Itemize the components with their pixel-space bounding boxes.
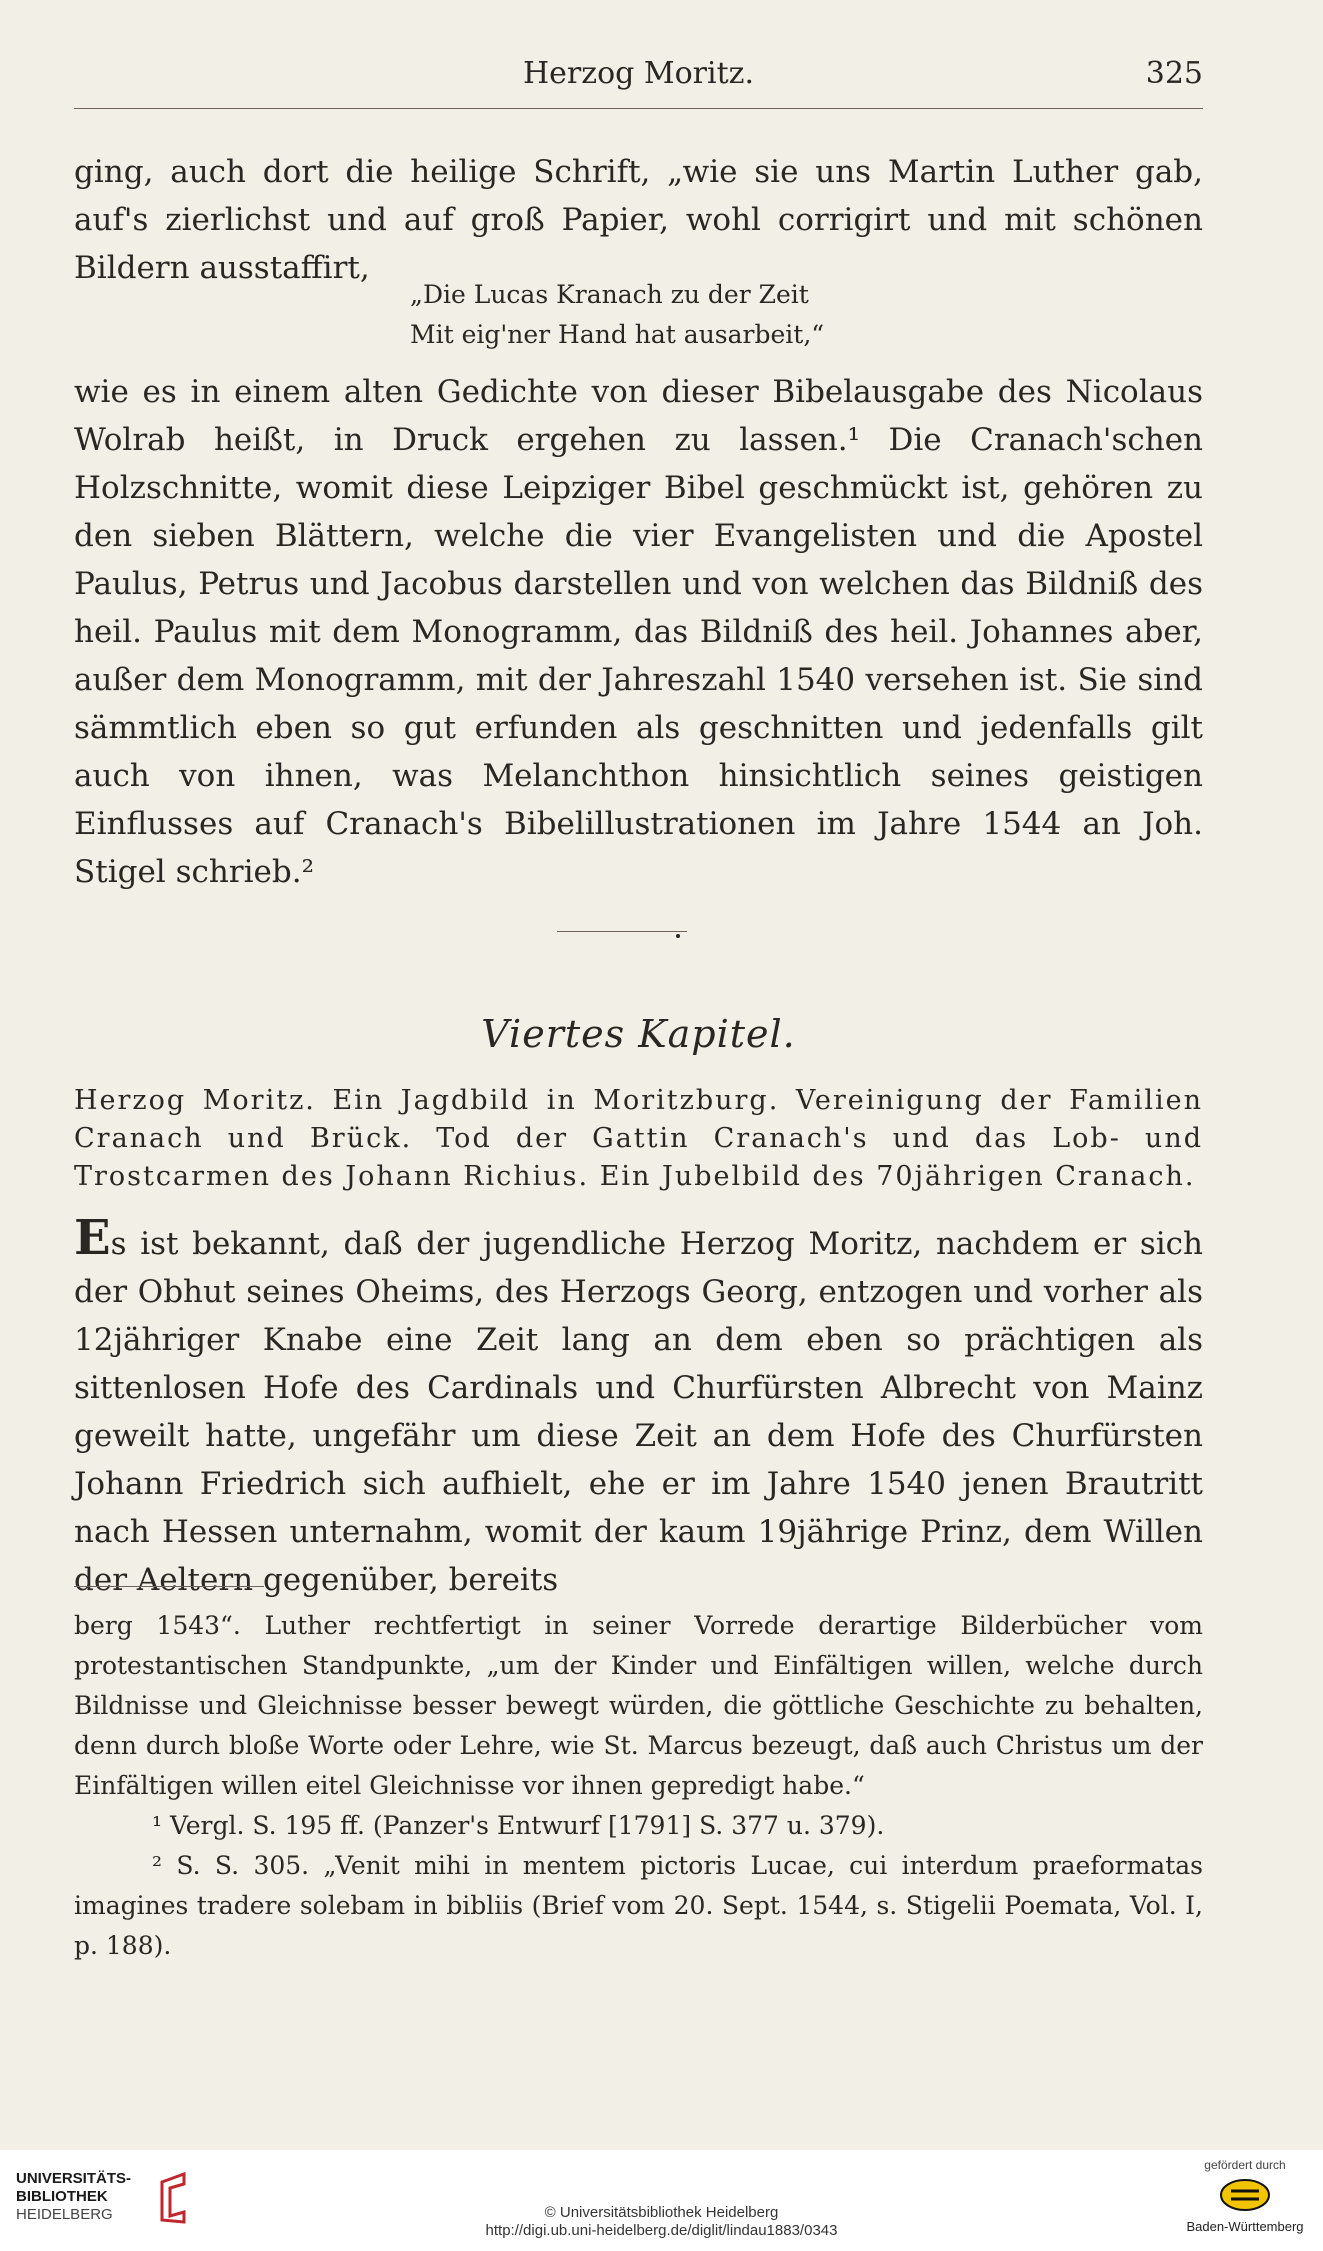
copyright-text: © Universitätsbibliothek Heidelberg bbox=[544, 2204, 779, 2221]
paragraph-2-block bbox=[74, 368, 1203, 896]
funding-block bbox=[1185, 2158, 1305, 2234]
coat-of-arms-icon bbox=[1219, 2178, 1271, 2212]
chapter-title: Viertes Kapitel. bbox=[481, 1012, 796, 1056]
header-rule bbox=[74, 108, 1203, 109]
logo-line-3: HEIDELBERG bbox=[16, 2206, 113, 2223]
paragraph-3 bbox=[74, 1210, 1203, 1604]
paragraph-3-block bbox=[74, 1210, 1203, 1604]
verse-quote bbox=[410, 275, 824, 355]
paragraph-1: ging, auch dort die heilige Schrift, „wie sie uns Martin Luther gab, auf's zierlichst und auf groß Papier, wohl corrigirt und mit schönen Bildern ausstaffirt, bbox=[74, 154, 1203, 286]
divider-dot bbox=[676, 934, 680, 938]
verse-line-1: „Die Lucas Kranach zu der Zeit bbox=[410, 280, 809, 309]
section-divider bbox=[557, 931, 687, 932]
footnote-rule bbox=[74, 1586, 264, 1587]
footnote-1: ¹ Vergl. S. 195 ff. (Panzer's Entwurf [1791] S. 377 u. 379). bbox=[152, 1811, 885, 1840]
funding-label: gefördert durch bbox=[1204, 2158, 1286, 2172]
drop-cap: E bbox=[74, 1210, 111, 1266]
paragraph-3-text: s ist bekannt, daß der jugendliche Herzog Moritz, nachdem er sich der Obhut seines Oheims, des Herzogs Georg, entzogen und vorher als 12jähriger Knabe eine Zeit lang an dem eben so prächtigen als sittenlosen Hofe des Cardinals und Churfürsten Albrecht von Mainz geweilt hatte, ungefähr um diese Zeit an dem Hofe des Churfürsten Johann Friedrich sich aufhielt, ehe er im Jahre 1540 jenen Brautritt nach Hessen unternahm, womit der kaum 19jährige Prinz, dem Willen der Aeltern gegenüber, bereits bbox=[74, 1226, 1203, 1598]
page-number: 325 bbox=[1145, 56, 1203, 91]
page-header bbox=[74, 56, 1203, 96]
verse-line-2: Mit eig'ner Hand hat ausarbeit,“ bbox=[410, 320, 825, 349]
footnote-continuation: berg 1543“. Luther rechtfertigt in seiner Vorrede derartige Bilderbücher vom protestantischen Standpunkte, „um der Kinder und Einfältigen willen, welche durch Bildnisse und Gleichnisse besser bewegt würden, die göttliche Geschichte zu behalten, denn durch bloße Worte oder Lehre, wie St. Marcus bezeugt, daß auch Christus um der Einfältigen willen eitel Gleichnisse vor ihnen gepredigt habe.“ bbox=[74, 1611, 1203, 1800]
chapter-summary: Herzog Moritz. Ein Jagdbild in Moritzburg. Vereinigung der Familien Cranach und Brück. Tod der Gattin Cranach's und das Lob- und Trostcarmen des Johann Richius. Ein Jubelbild des 70jährigen Cranach. bbox=[74, 1085, 1203, 1192]
paragraph-2: wie es in einem alten Gedichte von dieser Bibelausgabe des Nicolaus Wolrab heißt, in Druck ergehen zu lassen.¹ Die Cranach'schen Holzschnitte, womit diese Leipziger Bibel geschmückt ist, gehören zu den sieben Blättern, welche die vier Evangelisten und die Apostel Paulus, Petrus und Jacobus darstellen und von welchen das Bildniß des heil. Paulus mit dem Monogramm, das Bildniß des heil. Johannes aber, außer dem Monogramm, mit der Jahreszahl 1540 versehen ist. Sie sind sämmtlich eben so gut erfunden als geschnitten und jedenfalls gilt auch von ihnen, was Melanchthon hinsichtlich seines geistigen Einflusses auf Cranach's Bibelillustrationen im Jahre 1544 an Joh. Stigel schrieb.² bbox=[74, 374, 1203, 890]
library-footer bbox=[0, 2150, 1323, 2251]
footnote-2: ² S. S. 305. „Venit mihi in mentem pictoris Lucae, cui interdum praeformatas imagines tradere solebam in bibliis (Brief vom 20. Sept. 1544, s. Stigelii Poemata, Vol. I, p. 188). bbox=[74, 1851, 1203, 1960]
funding-name: Baden-Württemberg bbox=[1186, 2219, 1304, 2234]
copyright-block bbox=[0, 2204, 1323, 2240]
footnotes bbox=[74, 1606, 1203, 1966]
paragraph-1-block bbox=[74, 148, 1203, 292]
running-title: Herzog Moritz. bbox=[523, 56, 754, 91]
logo-line-1: UNIVERSITÄTS- bbox=[16, 2170, 132, 2187]
permalink-url[interactable]: http://digi.ub.uni-heidelberg.de/diglit/lindau1883/0343 bbox=[485, 2222, 838, 2239]
logo-line-2: BIBLIOTHEK bbox=[16, 2188, 108, 2205]
